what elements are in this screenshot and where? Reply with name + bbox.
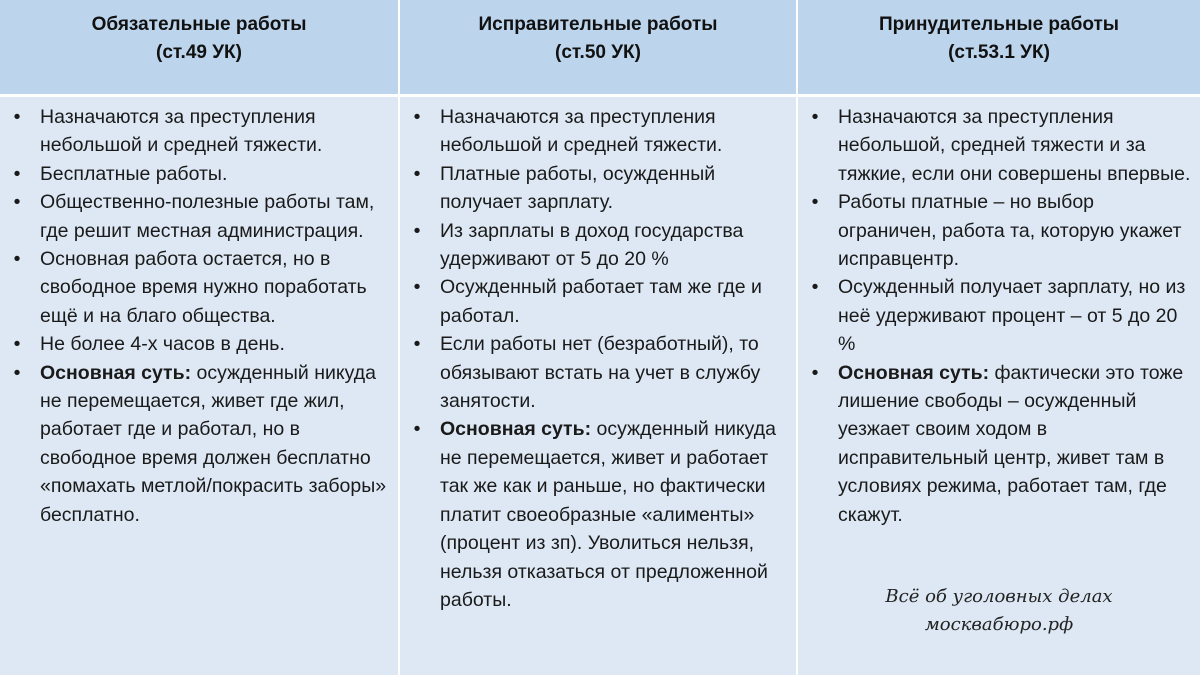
list-item (410, 160, 790, 217)
bullet-icon: • (413, 276, 421, 299)
bullet-icon: • (13, 248, 21, 271)
column-title: Принудительные работы (879, 14, 1119, 35)
list-item (808, 273, 1194, 358)
column-body-mandatory-work (0, 97, 400, 675)
item-text: Если работы нет (безработный), то обязывают встать на учет в службу занятости. (440, 333, 761, 413)
bullet-icon: • (413, 106, 421, 128)
column-body-forced-work (798, 97, 1200, 675)
list-item (410, 415, 790, 614)
item-emphasis: Основная суть: (838, 361, 990, 384)
column-article: (ст.50 УК) (555, 42, 641, 63)
item-text: осужденный никуда не перемещается, живет и работает так же как и раньше, но фактически платит своеобразные «алименты» (процент из зп). Уволиться нельзя, нельзя отказаться от предложенной работы. (440, 418, 776, 611)
bullet-icon: • (811, 276, 819, 299)
watermark (798, 583, 1200, 639)
column-header-mandatory-work (0, 0, 400, 97)
bullet-icon: • (811, 106, 819, 128)
list-item (10, 359, 392, 529)
item-text: фактически это тоже лишение свободы – осужденный уезжает своим ходом в исправительный центр, живет там в условиях режима, работает там, где скажут. (838, 361, 1184, 526)
column-title: Обязательные работы (91, 14, 307, 35)
bullet-list (10, 103, 392, 529)
watermark-line: москвабюро.рф (924, 614, 1074, 635)
bullet-list (808, 103, 1194, 529)
watermark-line: Всё об уголовных делах (885, 586, 1113, 607)
item-text: Назначаются за преступления небольшой, средней тяжести и за тяжкие, если они совершены впервые. (838, 106, 1191, 185)
item-text: Платные работы, осужденный получает зарплату. (440, 162, 716, 214)
item-text: Из зарплаты в доход государства удерживают от 5 до 20 % (440, 219, 744, 271)
list-item (808, 103, 1194, 188)
list-item (10, 330, 392, 358)
item-text: Не более 4-х часов в день. (40, 333, 285, 356)
list-item (808, 359, 1194, 529)
item-text: Основная работа остается, но в свободное время нужно поработать ещё и на благо общества. (40, 248, 367, 327)
bullet-icon: • (413, 418, 421, 441)
item-text: осужденный никуда не перемещается, живет где жил, работает где и работал, но в свободное время должен бесплатно «помахать метлой/покрасить заборы» бесплатно. (40, 361, 387, 526)
list-item (410, 330, 790, 415)
column-body-correctional-work (400, 97, 798, 675)
item-text: Осужденный работает там же где и работал. (440, 276, 762, 327)
list-item (10, 160, 392, 188)
bullet-icon: • (13, 106, 21, 128)
column-article: (ст.49 УК) (156, 42, 242, 63)
column-header-correctional-work (400, 0, 798, 97)
column-header-forced-work (798, 0, 1200, 97)
list-item (10, 188, 392, 245)
bullet-list (410, 103, 790, 614)
item-emphasis: Основная суть: (440, 418, 592, 441)
list-item (10, 245, 392, 330)
item-text: Назначаются за преступления небольшой и средней тяжести. (40, 106, 323, 157)
item-text: Назначаются за преступления небольшой и средней тяжести. (440, 106, 723, 157)
bullet-icon: • (13, 162, 21, 185)
bullet-icon: • (413, 162, 421, 185)
list-item (10, 103, 392, 160)
column-title: Исправительные работы (478, 14, 718, 35)
bullet-icon: • (13, 361, 21, 384)
item-text: Бесплатные работы. (40, 162, 228, 185)
bullet-icon: • (413, 219, 421, 242)
list-item (410, 103, 790, 160)
list-item (808, 188, 1194, 273)
bullet-icon: • (13, 191, 21, 214)
item-text: Общественно-полезные работы там, где решит местная администрация. (40, 191, 375, 242)
list-item (410, 273, 790, 330)
column-article: (ст.53.1 УК) (948, 42, 1050, 63)
bullet-icon: • (811, 361, 819, 384)
list-item (410, 217, 790, 274)
item-emphasis: Основная суть: (40, 361, 192, 384)
bullet-icon: • (413, 333, 421, 356)
bullet-icon: • (811, 191, 819, 214)
item-text: Работы платные – но выбор ограничен, работа та, которую укажет исправцентр. (838, 191, 1182, 271)
item-text: Осужденный получает зарплату, но из неё удерживают процент – от 5 до 20 % (838, 276, 1186, 356)
bullet-icon: • (13, 333, 21, 356)
